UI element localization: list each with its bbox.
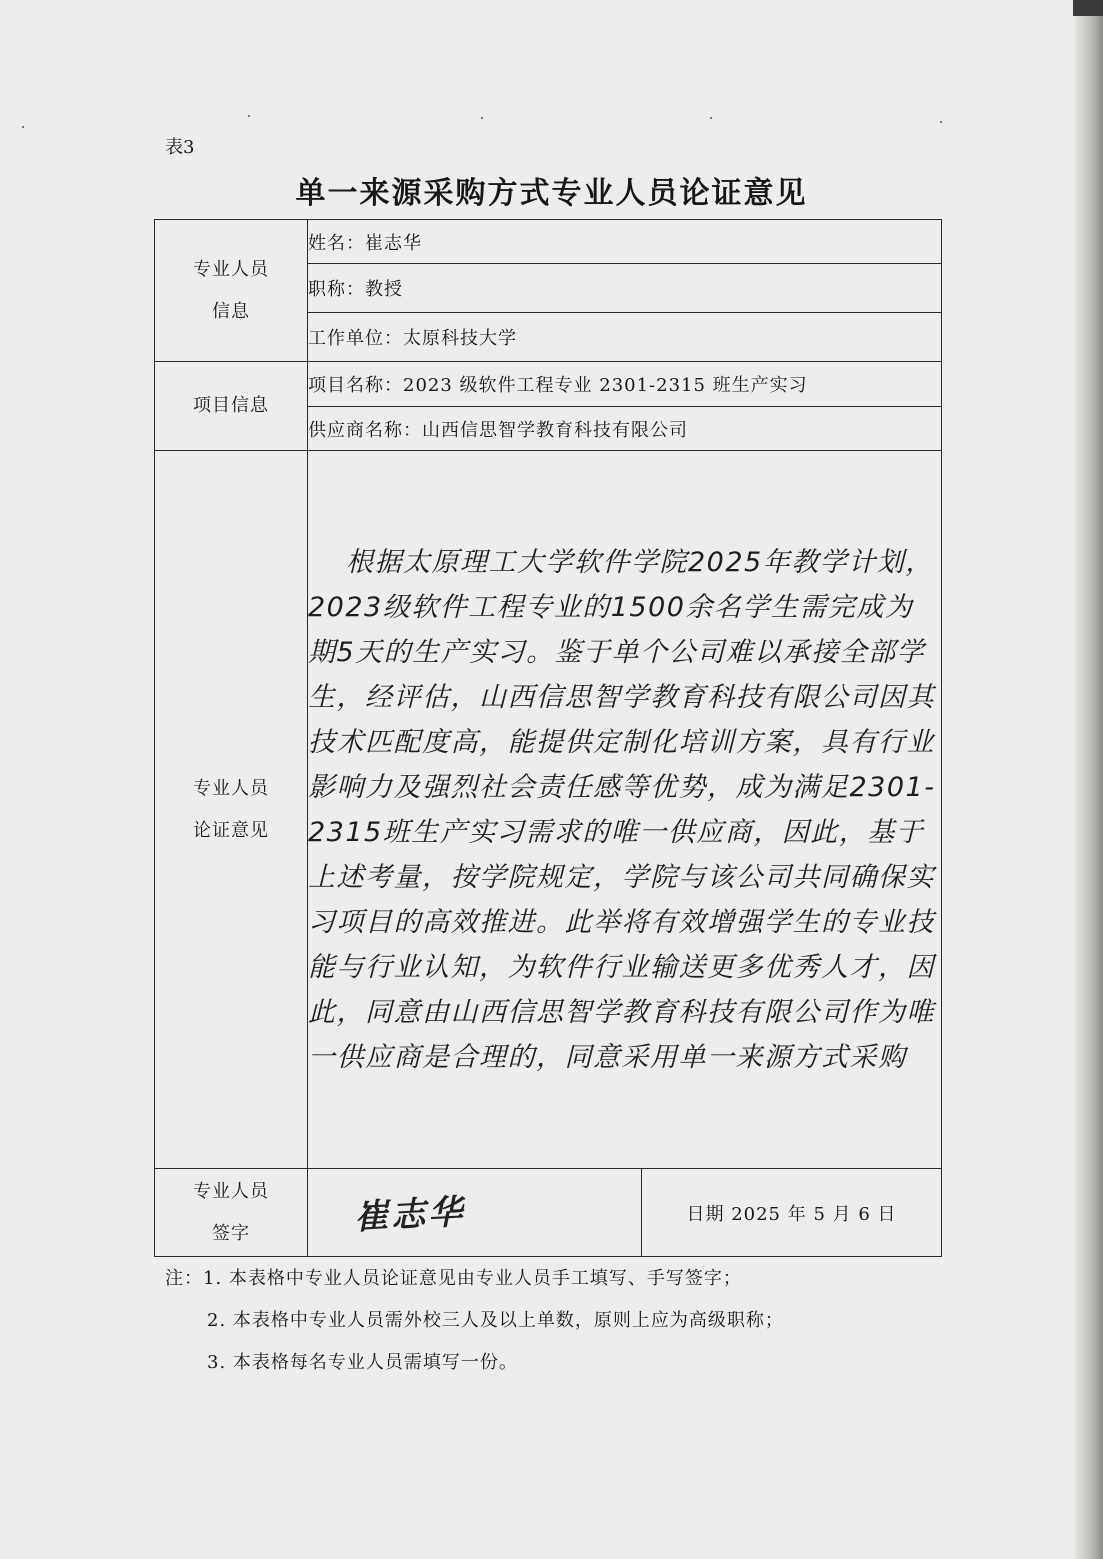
- project-name-row: [155, 362, 942, 407]
- expert-employer-field: 工作单位：太原科技大学: [308, 313, 942, 362]
- scan-speck: [248, 115, 250, 117]
- signature-row: [155, 1169, 942, 1257]
- form-notes: [165, 1265, 784, 1391]
- expert-name-field: 姓名：崔志华: [308, 220, 942, 264]
- project-name-field: 项目名称：2023 级软件工程专业 2301-2315 班生产实习: [308, 362, 942, 407]
- note-item: 2. 本表格中专业人员需外校三人及以上单数，原则上应为高级职称；: [207, 1310, 784, 1331]
- opinion-form-table: [154, 219, 942, 1257]
- project-info-label: 项目信息: [155, 362, 308, 451]
- note-item: 3. 本表格每名专业人员需填写一份。: [207, 1352, 518, 1373]
- scan-speck: [710, 117, 712, 119]
- document-title: 单一来源采购方式专业人员论证意见: [295, 176, 808, 211]
- scan-speck: [481, 117, 483, 119]
- document-label: 表3: [165, 137, 195, 158]
- opinion-label: 专业人员 论证意见: [155, 451, 308, 1169]
- supplier-name-field: 供应商名称：山西信思智学教育科技有限公司: [308, 407, 942, 451]
- scan-edge-shadow: [1075, 0, 1103, 1559]
- expert-title-field: 职称：教授: [308, 264, 942, 313]
- scan-speck: [940, 121, 942, 123]
- opinion-row: [155, 451, 942, 1169]
- scan-speck: [22, 126, 24, 128]
- signature-cell: [308, 1169, 642, 1257]
- opinion-handwritten-text: 根据太原理工大学软件学院2025年教学计划，2023级软件工程专业的1500余名学生需完成为期5天的生产实习。鉴于单个公司难以承接全部学生，经评估，山西信思智学教育科技有限公司因其技术匹配度高，能提供定制化培训方案，具有行业影响力及强烈社会责任感等优势，成为满足2301-2315班生产实习需求的唯一供应商，因此，基于上述考量，按学院规定，学院与该公司共同确保实习项目的高效推进。此举将有效增强学生的专业技能与行业认知，为软件行业输送更多优秀人才，因此，同意由山西信思智学教育科技有限公司作为唯一供应商是合理的，同意采用单一来源方式采购: [308, 451, 942, 1169]
- signature-label: 专业人员 签字: [155, 1169, 308, 1257]
- expert-name-row: [155, 220, 942, 264]
- expert-info-label: 专业人员 信息: [155, 220, 308, 362]
- signature-date: 日期 2025 年 5 月 6 日: [642, 1169, 942, 1257]
- note-item: 注：1. 本表格中专业人员论证意见由专业人员手工填写、手写签字；: [165, 1268, 742, 1289]
- scan-corner-mark: [1073, 0, 1103, 16]
- handwritten-signature: 崔志华: [353, 1192, 467, 1238]
